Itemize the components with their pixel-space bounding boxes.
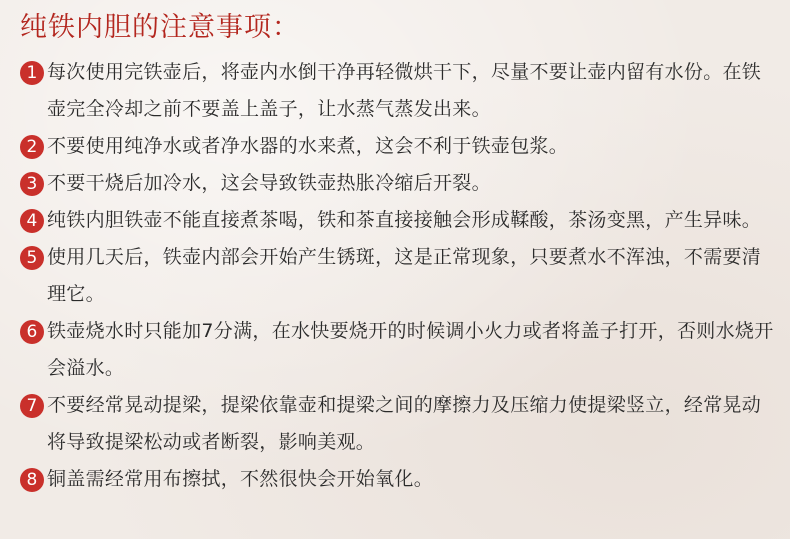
notice-item-1 — [20, 54, 780, 128]
number-badge: 3 — [20, 172, 44, 196]
number-badge: 6 — [20, 320, 44, 344]
page-title: 纯铁内胆的注意事项： — [20, 12, 300, 43]
notice-text: 铜盖需经常用布擦拭，不然很快会开始氧化。 — [47, 468, 434, 490]
notice-item-7 — [20, 387, 780, 461]
notice-text: 使用几天后，铁壶内部会开始产生锈斑，这是正常现象，只要煮水不浑浊，不需要清理它。 — [47, 246, 762, 305]
number-badge: 4 — [20, 209, 44, 233]
notice-text: 不要经常晃动提梁，提梁依靠壶和提梁之间的摩擦力及压缩力使提梁竖立，经常晃动将导致提梁松动或者断裂，影响美观。 — [47, 394, 762, 453]
notice-text: 铁壶烧水时只能加7分满，在水快要烧开的时候调小火力或者将盖子打开，否则水烧开会溢水。 — [47, 320, 774, 379]
notice-list — [20, 54, 780, 498]
notice-item-3 — [20, 165, 780, 202]
notice-text: 不要干烧后加冷水，这会导致铁壶热胀冷缩后开裂。 — [47, 172, 491, 194]
notice-item-4 — [20, 202, 780, 239]
number-badge: 5 — [20, 246, 44, 270]
number-badge: 7 — [20, 394, 44, 418]
notice-text: 纯铁内胆铁壶不能直接煮茶喝，铁和茶直接接触会形成鞣酸，茶汤变黑，产生异味。 — [47, 209, 762, 231]
notice-item-2 — [20, 128, 780, 165]
number-badge: 1 — [20, 61, 44, 85]
number-badge: 2 — [20, 135, 44, 159]
number-badge: 8 — [20, 468, 44, 492]
notice-text: 每次使用完铁壶后，将壶内水倒干净再轻微烘干下，尽量不要让壶内留有水份。在铁壶完全冷却之前不要盖上盖子，让水蒸气蒸发出来。 — [47, 61, 762, 120]
notice-item-8 — [20, 461, 780, 498]
notice-text: 不要使用纯净水或者净水器的水来煮，这会不利于铁壶包浆。 — [47, 135, 569, 157]
notice-item-6 — [20, 313, 780, 387]
notice-item-5 — [20, 239, 780, 313]
